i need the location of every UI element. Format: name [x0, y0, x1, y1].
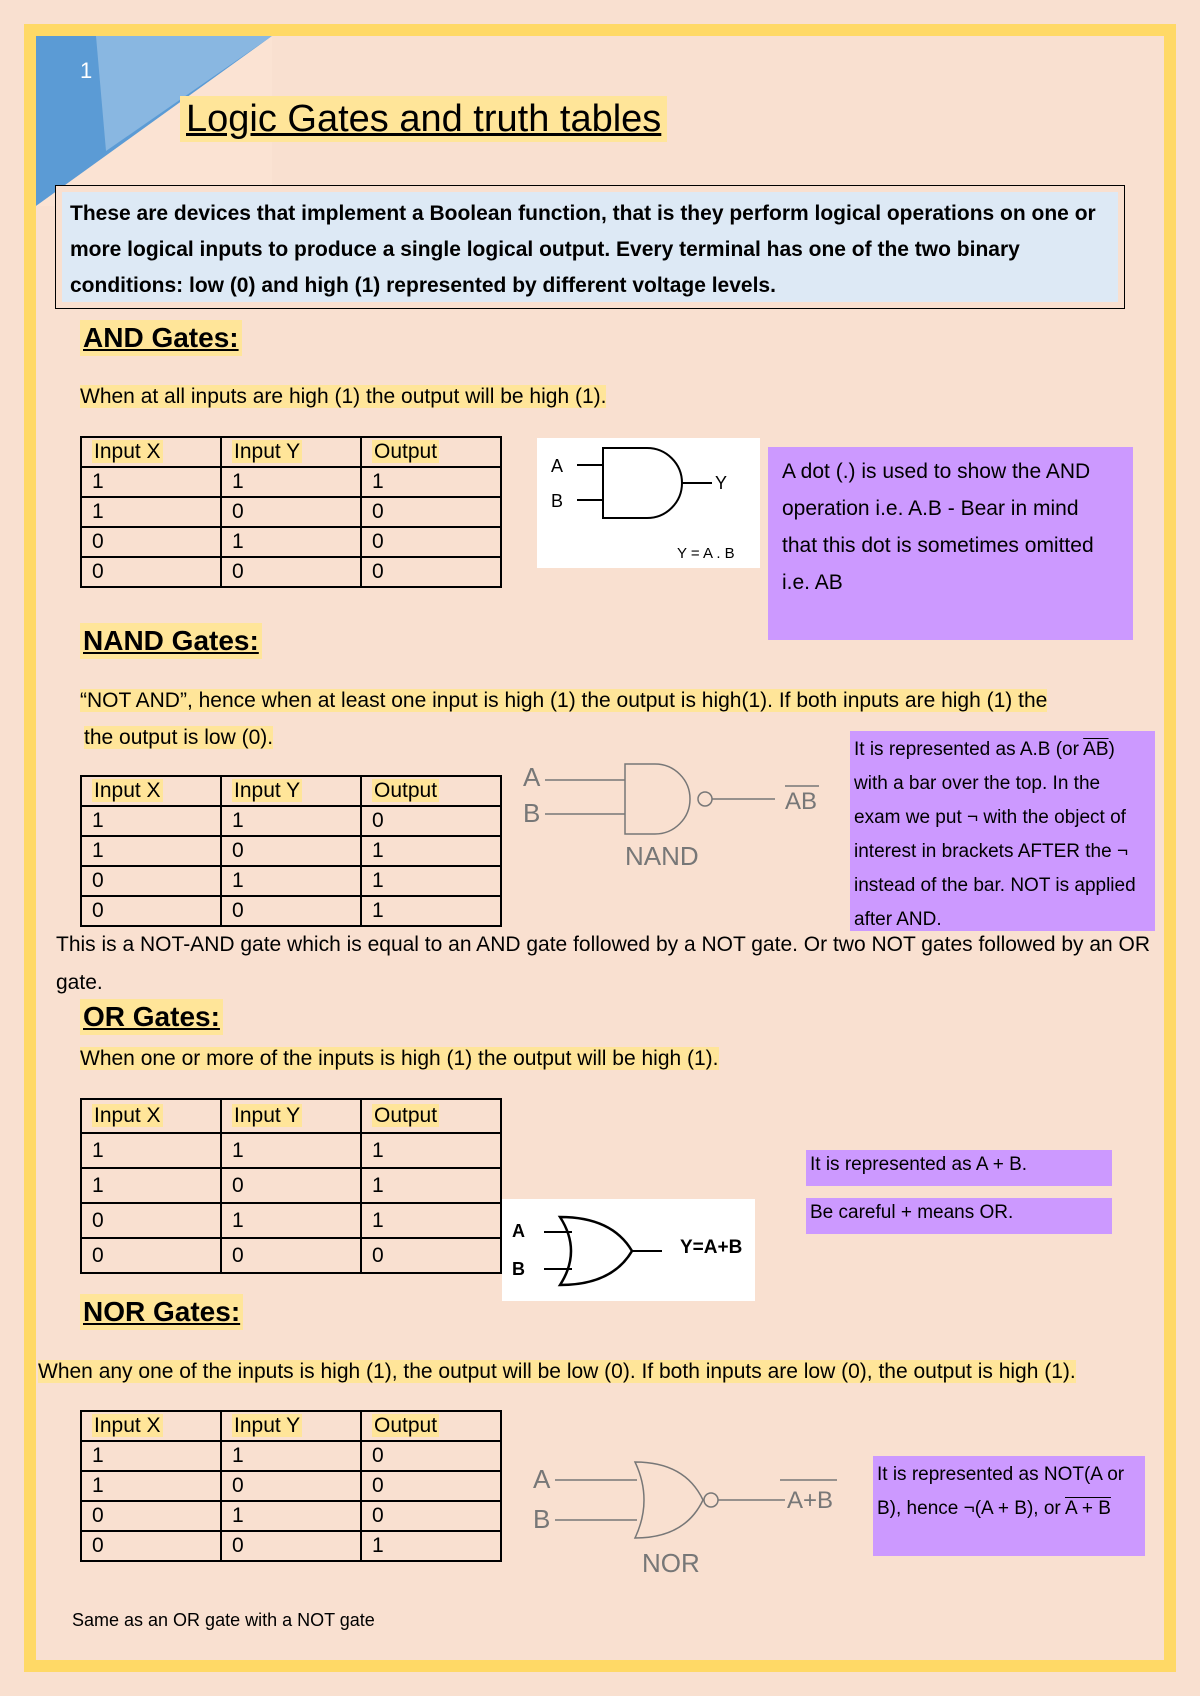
- table-cell: 0: [361, 806, 501, 836]
- and-heading: AND Gates:: [80, 320, 242, 356]
- table-cell: Input X: [81, 776, 221, 806]
- table-cell: 0: [81, 866, 221, 896]
- table-cell: Input Y: [221, 437, 361, 467]
- nand-overbar-text: $\overline{AB}$: [1083, 739, 1109, 760]
- table-cell: 0: [361, 1501, 501, 1531]
- table-cell: 1: [81, 497, 221, 527]
- table-header-row: [81, 437, 501, 467]
- nand-note: It is represented as A.B (or $\overline{AB}$) with a bar over the top. In the exam we put ¬ with the object of interest in brackets AFTER the ¬ instead of the bar. NOT is applied after AND.: [850, 731, 1155, 931]
- nor-overbar-text: A + B: [1065, 1498, 1111, 1519]
- table-cell: Input Y: [221, 1099, 361, 1133]
- table-cell: 1: [81, 836, 221, 866]
- table-cell: Input Y: [221, 776, 361, 806]
- table-cell: 1: [361, 1531, 501, 1561]
- table-row: [81, 1441, 501, 1471]
- and-formula: Y = A . B: [677, 545, 735, 562]
- intro-box: [55, 185, 1125, 309]
- table-cell: 1: [361, 1203, 501, 1238]
- table-cell: 1: [81, 1441, 221, 1471]
- nor-gate-diagram: [525, 1450, 845, 1580]
- table-row: [81, 896, 501, 926]
- table-row: [81, 497, 501, 527]
- nor-input-a: A: [533, 1464, 551, 1494]
- table-row: [81, 806, 501, 836]
- or-note-1: It is represented as A + B.: [806, 1150, 1112, 1186]
- table-row: [81, 1531, 501, 1561]
- nand-label: NAND: [625, 841, 699, 871]
- table-cell: 1: [221, 1203, 361, 1238]
- nand-gate-diagram: [515, 752, 825, 872]
- page-title: Logic Gates and truth tables: [180, 96, 667, 142]
- table-cell: 1: [221, 806, 361, 836]
- table-cell: 0: [221, 497, 361, 527]
- nor-heading: NOR Gates:: [80, 1294, 243, 1330]
- and-gate-diagram: [537, 438, 760, 568]
- or-note-2: Be careful + means OR.: [806, 1198, 1112, 1234]
- or-input-b: B: [512, 1259, 525, 1279]
- table-cell: 0: [81, 527, 221, 557]
- table-cell: 1: [221, 1441, 361, 1471]
- table-cell: 0: [221, 1531, 361, 1561]
- and-output: Y: [715, 473, 728, 493]
- table-cell: 0: [221, 1168, 361, 1203]
- table-header-row: [81, 1411, 501, 1441]
- table-row: [81, 1501, 501, 1531]
- table-cell: 0: [221, 896, 361, 926]
- table-cell: 0: [361, 1471, 501, 1501]
- table-row: [81, 467, 501, 497]
- or-output: Y=A+B: [680, 1237, 743, 1258]
- table-header-row: [81, 776, 501, 806]
- table-cell: 0: [221, 557, 361, 587]
- nand-description-line2: the output is low (0).: [84, 726, 274, 749]
- and-description: When at all inputs are high (1) the output will be high (1).: [80, 385, 607, 408]
- table-header-row: [81, 1099, 501, 1133]
- nor-output: A+B: [787, 1487, 834, 1514]
- table-cell: Input X: [81, 1099, 221, 1133]
- table-cell: 1: [81, 806, 221, 836]
- table-cell: 0: [361, 527, 501, 557]
- table-row: [81, 557, 501, 587]
- or-description: When one or more of the inputs is high (1) the output will be high (1).: [80, 1047, 719, 1070]
- table-cell: 1: [361, 836, 501, 866]
- table-cell: 1: [81, 1168, 221, 1203]
- table-cell: 0: [81, 1531, 221, 1561]
- table-cell: 0: [81, 1203, 221, 1238]
- nor-truth-table: [80, 1410, 502, 1562]
- nor-note: It is represented as NOT(A or B), hence ¬(A + B), or A + B: [873, 1456, 1145, 1556]
- table-cell: 1: [361, 866, 501, 896]
- and-input-a: A: [551, 456, 564, 476]
- nand-description-line1: “NOT AND”, hence when at least one input is high (1) the output is high(1). If both inputs are high (1) the: [80, 689, 1048, 712]
- table-cell: Input X: [81, 437, 221, 467]
- nor-description: When any one of the inputs is high (1), the output will be low (0). If both inputs are low (0), the output is high (1).: [38, 1360, 1076, 1383]
- nand-heading: NAND Gates:: [80, 623, 262, 659]
- and-note: A dot (.) is used to show the AND operation i.e. A.B - Bear in mind that this dot is sometimes omitted i.e. AB: [768, 447, 1133, 640]
- or-input-a: A: [512, 1221, 525, 1241]
- table-cell: 1: [81, 467, 221, 497]
- table-cell: 0: [81, 1238, 221, 1273]
- table-cell: 0: [81, 1501, 221, 1531]
- table-cell: Input Y: [221, 1411, 361, 1441]
- table-cell: Output: [361, 1411, 501, 1441]
- nand-output: AB: [785, 788, 818, 815]
- table-cell: 1: [361, 467, 501, 497]
- table-cell: 0: [221, 1471, 361, 1501]
- nand-truth-table: [80, 775, 502, 927]
- nor-footer-text: Same as an OR gate with a NOT gate: [72, 1610, 375, 1630]
- table-cell: Output: [361, 437, 501, 467]
- table-row: [81, 866, 501, 896]
- table-row: [81, 1133, 501, 1168]
- intro-text: These are devices that implement a Boolean function, that is they perform logical operations on one or more logical inputs to produce a single logical output. Every terminal has one of the two binary conditions: low (0) and high (1) represented by different voltage levels.: [62, 192, 1118, 302]
- table-cell: 1: [221, 1501, 361, 1531]
- table-row: [81, 1471, 501, 1501]
- table-cell: 0: [221, 836, 361, 866]
- nand-input-b: B: [523, 798, 541, 828]
- table-cell: 1: [361, 896, 501, 926]
- table-row: [81, 527, 501, 557]
- table-cell: 0: [361, 497, 501, 527]
- table-cell: 1: [221, 1133, 361, 1168]
- page-number: 1: [80, 58, 93, 83]
- table-cell: Output: [361, 1099, 501, 1133]
- table-row: [81, 836, 501, 866]
- table-cell: 0: [81, 557, 221, 587]
- table-cell: 1: [81, 1471, 221, 1501]
- table-cell: 0: [361, 1238, 501, 1273]
- table-cell: 0: [81, 896, 221, 926]
- and-truth-table: [80, 436, 502, 588]
- table-cell: 1: [361, 1133, 501, 1168]
- table-row: [81, 1168, 501, 1203]
- or-heading: OR Gates:: [80, 999, 223, 1035]
- table-cell: 0: [361, 1441, 501, 1471]
- table-cell: 0: [361, 557, 501, 587]
- or-gate-diagram: [502, 1199, 755, 1301]
- nor-input-b: B: [533, 1504, 551, 1534]
- table-cell: 1: [221, 527, 361, 557]
- nand-input-a: A: [523, 762, 541, 792]
- table-cell: 1: [221, 866, 361, 896]
- table-row: [81, 1238, 501, 1273]
- table-cell: 1: [361, 1168, 501, 1203]
- nand-extra-text: This is a NOT-AND gate which is equal to an AND gate followed by a NOT gate. Or two NOT gates followed by an OR gate.: [56, 933, 1151, 994]
- table-cell: Input X: [81, 1411, 221, 1441]
- and-input-b: B: [551, 491, 564, 511]
- table-cell: 1: [81, 1133, 221, 1168]
- table-row: [81, 1203, 501, 1238]
- table-cell: 0: [221, 1238, 361, 1273]
- table-cell: Output: [361, 776, 501, 806]
- nor-label: NOR: [642, 1548, 700, 1578]
- or-truth-table: [80, 1098, 502, 1274]
- table-cell: 1: [221, 467, 361, 497]
